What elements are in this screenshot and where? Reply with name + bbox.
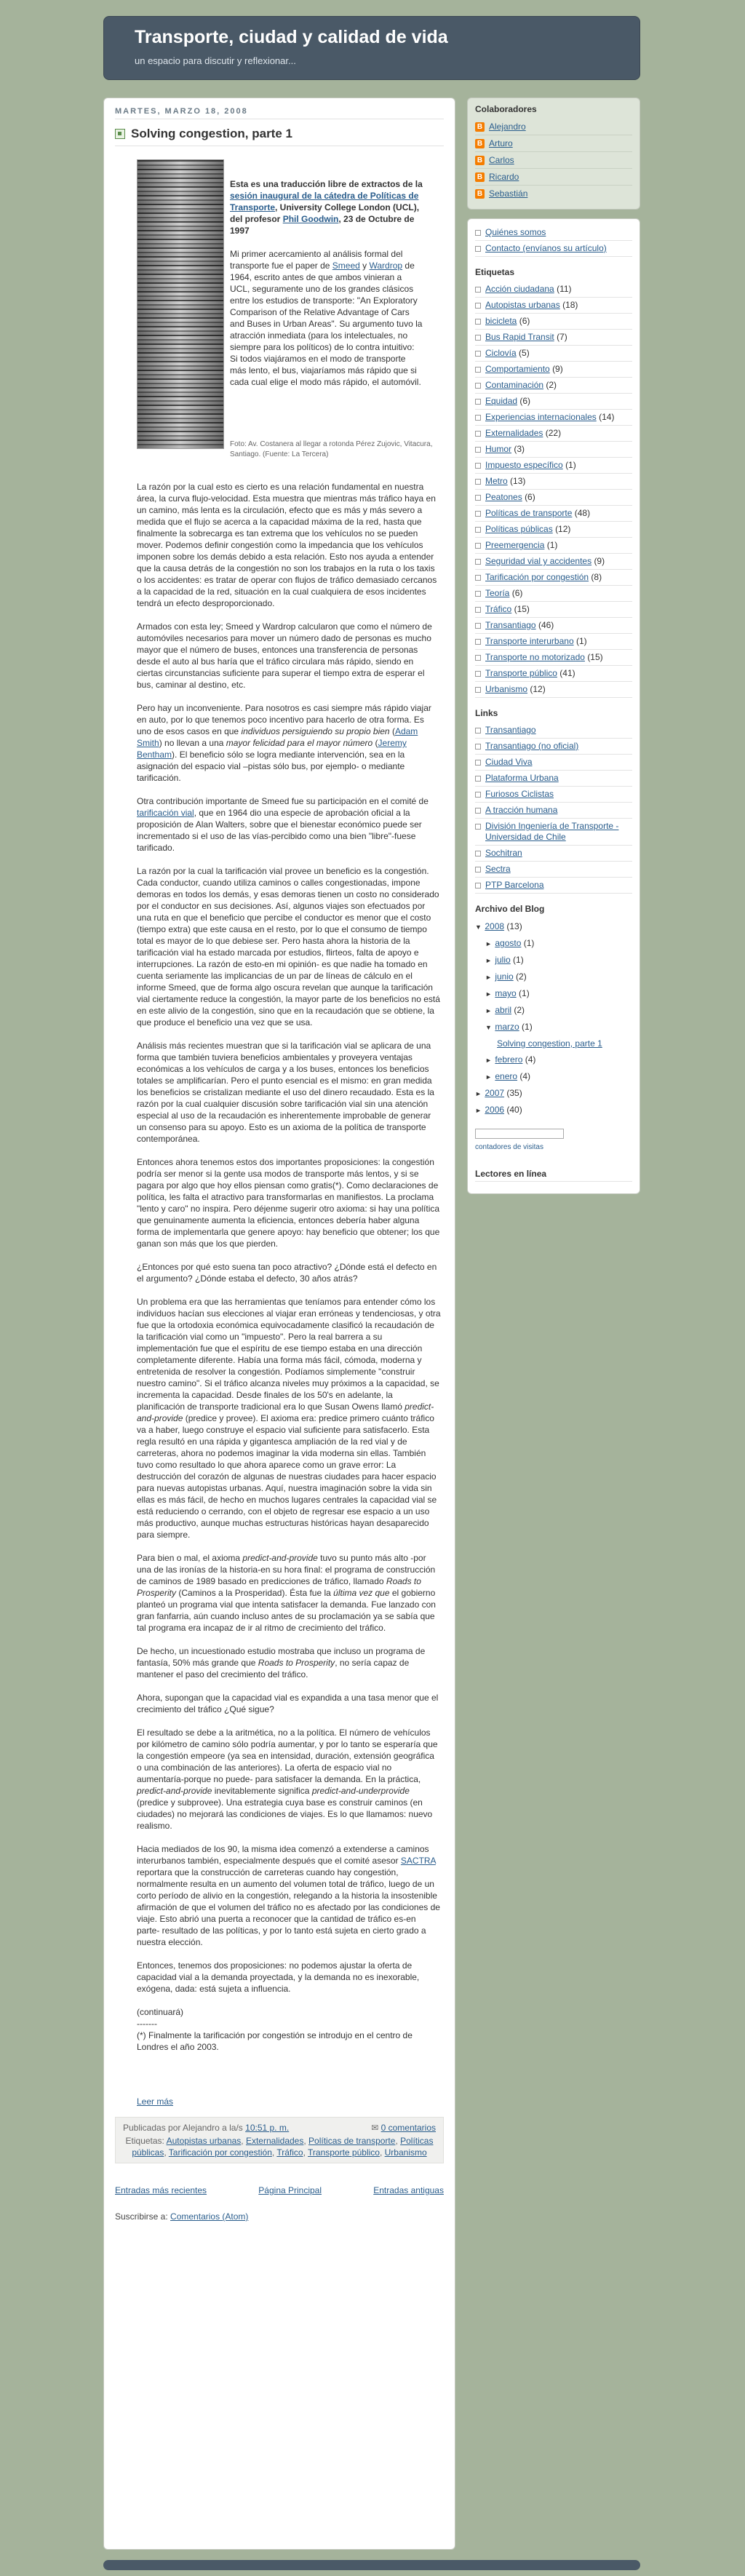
- sidebar-label-item[interactable]: Humor (3): [475, 442, 632, 458]
- sidebar-label-item[interactable]: Acción ciudadana (11): [475, 282, 632, 298]
- page-link[interactable]: Contacto (envíanos su artículo): [475, 241, 632, 257]
- bottom-bar: [103, 2560, 640, 2570]
- sidebar-label-item[interactable]: Urbanismo (12): [475, 682, 632, 698]
- sidebar-label-item[interactable]: Metro (13): [475, 474, 632, 490]
- sidebar-label-item[interactable]: Equidad (6): [475, 394, 632, 410]
- archive-month[interactable]: ► mayo (1): [485, 988, 530, 998]
- post-label[interactable]: Tráfico: [276, 2147, 303, 2158]
- blog-pager: [115, 2185, 444, 2195]
- archive-post[interactable]: Solving congestion, parte 1: [497, 1038, 602, 1049]
- contributor-item[interactable]: B Alejandro: [475, 119, 632, 135]
- paragraph: ¿Entonces por qué esto suena tan poco atractivo? ¿Dónde está el defecto en el argumento? ¿Dónde estaba el defecto, 30 años atrás?: [137, 1262, 437, 1284]
- blog-header: [103, 16, 640, 80]
- sidebar-label-item[interactable]: Externalidades (22): [475, 426, 632, 442]
- post-icon: [115, 129, 125, 139]
- collapsed-arrow-icon[interactable]: ►: [475, 1090, 482, 1097]
- newer-posts-link[interactable]: Entradas más recientes: [115, 2185, 207, 2195]
- post-label[interactable]: Tarificación por congestión: [168, 2147, 272, 2158]
- paragraph: (continuará) ------- (*) Finalmente la tarificación por congestión se introdujo en el centro de Londres el año 2003.: [137, 2007, 413, 2052]
- page-link[interactable]: Quiénes somos: [475, 225, 632, 241]
- contributor-item[interactable]: B Arturo: [475, 135, 632, 152]
- sidebar-link-item[interactable]: Sectra: [475, 862, 632, 878]
- post-title-row: [115, 127, 444, 146]
- sidebar-link-item[interactable]: División Ingeniería de Transporte - Universidad de Chile: [475, 819, 632, 846]
- archive-year[interactable]: ► 2006 (40): [475, 1105, 522, 1115]
- post-footer: Publicadas por Alejandro a la/s 10:51 p. m. ✉ 0 comentarios Etiquetas: Autopistas urbanas, Externalidades, Políticas de transporte, Políticas públicas, Tarificación por congestión, Tráfico, Transporte público, Urbanismo: [115, 2117, 444, 2163]
- sidebar-label-item[interactable]: Contaminación (2): [475, 378, 632, 394]
- sactra-link[interactable]: SACTRA: [400, 1856, 436, 1866]
- post-time-link[interactable]: 10:51 p. m.: [245, 2123, 290, 2133]
- sidebar-label-item[interactable]: Experiencias internacionales (14): [475, 410, 632, 426]
- blogger-icon: B: [475, 139, 485, 148]
- photo-caption: Foto: Av. Costanera al llegar a rotonda Pérez Zujovic, Vitacura, Santiago. (Fuente: La Tercera): [230, 440, 433, 458]
- sidebar-link-item[interactable]: Ciudad Viva: [475, 755, 632, 771]
- blogger-icon: B: [475, 189, 485, 199]
- archive-year[interactable]: ► 2007 (35): [475, 1088, 522, 1098]
- traffic-photo[interactable]: [137, 159, 224, 449]
- archive-month[interactable]: ▼ marzo (1): [485, 1022, 533, 1032]
- collapsed-arrow-icon[interactable]: ►: [485, 1057, 492, 1064]
- sidebar-label-item[interactable]: Peatones (6): [475, 490, 632, 506]
- contributor-item[interactable]: B Sebastián: [475, 186, 632, 202]
- bentham-link[interactable]: Jeremy Bentham: [137, 738, 407, 760]
- intro-text: Esta es una traducción libre de extractos de la sesión inaugural de la cátedra de Políticas de Transporte, University College London (UCL), del profesor Phil Goodwin, 23 de Octubre de 1997 Mi primer acercamiento al análisis formal del transporte fue el paper de Smeed y Wardrop de 1964, escrito antes de que ambos vinieran a UCL, seguramente uno de los grandes clásicos entre los estudios de transporte: "An Exploratory Comparison of the Relative Advantage of Cars and Buses in Urban Areas". Su argumento tuvo la atracción inmediata (para los intelectuales, no siempre para los políticos) de lo contra intuitivo: Si todos viajáramos en el modo de transporte más lento, el bus, viajaríamos más rápido que si cada cual elige el modo más rápido, el automóvil.: [230, 179, 423, 387]
- sidebar-content: [467, 218, 640, 1194]
- contributor-item[interactable]: B Carlos: [475, 152, 632, 169]
- readers-title: Lectores en línea: [475, 1169, 632, 1182]
- sidebar-label-item[interactable]: Bus Rapid Transit (7): [475, 330, 632, 346]
- post-body: [137, 481, 441, 2053]
- paragraph: Otra contribución importante de Smeed fue su participación en el comité de tarificación vial, que en 1964 dio una especie de aprobación oficial a la proposición de Alan Walters, sobre que el bienestar económico puede ser incrementado si el uso de las vías-percibido como una bien "libre"-fuese tarificado.: [137, 796, 429, 853]
- paragraph: Entonces ahora tenemos estos dos importantes proposiciones: la congestión podría ser menor si la gente usa modos de transporte más lentos, y si se pagara por algo que hoy ellos piensan como gratis(*). Como declaraciones de política, les falta el atractivo para transformarlas en manifiestos. La proclama "lento y caro" no inspira. Pero déjenme sugerir otro axioma: si hay una política que genuinamente aumenta la eficiencia, entonces debería haber alguna forma de implementarla que genere apoyo: hay beneficio que obtener; los que ganan son más que los que pierden.: [137, 1157, 440, 1249]
- collapsed-arrow-icon[interactable]: ►: [475, 1107, 482, 1114]
- labels-title: Etiquetas: [475, 267, 515, 277]
- paragraph: Un problema era que las herramientas que teníamos para entender cómo los individuos hacían sus elecciones al viajar eran erróneas y tendenciosas, y otra fue que la ortodoxia económica equivocadamente clasificó la recaudación de la tarificación vial como un "impuesto". Pero la real barrera a su implementación fue que el espíritu de ese tiempo estaba en una dirección completamente diferente. Había una forma más fácil, cómoda, moderna y entretenida de resolver la congestión. Podíamos simplemente "construir nuestro camino". Si el tráfico alcanza niveles muy próximos a la capacidad, se incrementa la capacidad. Desde finales de los 50's en adelante, la planificación de transporte tradicional era lo que Susan Owens llamó predict-and-provide (predice y provee). El axioma era: predice primero cuánto tráfico va a haber, luego construye el espacio vial suficiente para satisfacerlo. Esta regla resultó en una rápida y gigantesca ampliación de la red vial y de carreteras, ahora no podemos imaginar la vida moderna sin ellas. También tuvo como resultado lo que ahora aparece como un grave error: La destrucción del corazón de algunas de nuestras ciudades para hacer espacio para nuevas autopistas urbanas. Aquí, nuestra imaginación sobre la vida sin ellas es más fácil, de hecho en muchos lugares centrales la capacidad vial se está reduciendo o cerrando, con el objeto de regresar ese espacio a un uso más productivo, aunque muchas estructuras históricas hayan desaparecido para siempre.: [137, 1297, 441, 1540]
- blogger-icon: B: [475, 156, 485, 165]
- paragraph: Pero hay un inconveniente. Para nosotros es casi siempre más rápido viajar en auto, por lo que tenemos poco incentivo para hacerlo de otra forma. Es uno de esos casos en que individuos persiguiendo su propio bien (Adam Smith) no llevan a una mayor felicidad para el mayor número (Jeremy Bentham). El beneficio sólo se logra mediante intervención, sea en la asignación del espacio vial –pistas sólo bus, por ejemplo- o mediante tarificación.: [137, 703, 431, 783]
- links-title: Links: [475, 708, 498, 718]
- sidebar-label-item[interactable]: Ciclovía (5): [475, 346, 632, 362]
- collapsed-arrow-icon[interactable]: ►: [485, 974, 492, 981]
- sidebar-label-item[interactable]: Seguridad vial y accidentes (9): [475, 554, 632, 570]
- paragraph: De hecho, un incuestionado estudio mostraba que incluso un programa de fantasía, 50% más grande que Roads to Prosperity, no sería capaz de mantener el paso del crecimiento del tráfico.: [137, 1646, 426, 1679]
- blog-description: un espacio para discutir y reflexionar...: [135, 55, 296, 66]
- read-more-link[interactable]: Leer más: [137, 2096, 174, 2107]
- archive-year[interactable]: ▼ 2008 (13): [475, 921, 522, 931]
- paragraph: Hacia mediados de los 90, la misma idea comenzó a extenderse a caminos interurbanos también, especialmente después que el comité asesor SACTRA reportara que la construcción de carreteras cuando hay congestión, normalmente resulta en un aumento del volumen total de tráfico, luego de un corto período de alivio en la congestión, relegando a la historia la insostenible afirmación de que el volumen del tráfico no es afectado por las condiciones de viaje. Esto abrió una puerta a reconocer que la cantidad de tráfico es-en parte- resultado de las políticas, y por lo tanto está sujeta en cierto grado a nuestra elección.: [137, 1844, 440, 1947]
- sidebar-label-item[interactable]: Comportamiento (9): [475, 362, 632, 378]
- visit-counter[interactable]: [475, 1129, 564, 1139]
- pages-list: [475, 225, 632, 257]
- sidebar-link-item[interactable]: Transantiago: [475, 723, 632, 739]
- sidebar-label-item[interactable]: Transporte no motorizado (15): [475, 650, 632, 666]
- sidebar: [467, 98, 640, 1194]
- paragraph: Entonces, tenemos dos proposiciones: no podemos ajustar la oferta de capacidad vial a la demanda proyectada, y la demanda no es inexorable, exógena, dada: está sujeta a influencia.: [137, 1960, 420, 1994]
- main-column: [103, 98, 455, 2550]
- sidebar-link-item[interactable]: A tracción humana: [475, 803, 632, 819]
- paragraph: El resultado se debe a la aritmética, no a la política. El número de vehículos por kilómetro de camino sólo podría aumentar, y por lo tanto se esperaría que la congestión empeore (ya sea en intensidad, duración, extensión geográfica o una combinación de las anteriores). La oferta de espacio vial no aumentaría-porque no puede- para satisfacer la demanda. En la práctica, predict-and-provide inevitablemente significa predict-and-underprovide (predice y subprovee). Una estrategia cuya base es construir caminos (en ciudades) no mejorará las condiciones de viajes. Es lo que llamamos: nuevo realismo.: [137, 1728, 438, 1831]
- sidebar-label-item[interactable]: Impuesto específico (1): [475, 458, 632, 474]
- road-pricing-link[interactable]: tarificación vial: [137, 808, 194, 818]
- paragraph: Ahora, supongan que la capacidad vial es expandida a una tasa menor que el crecimiento del tráfico ¿Qué sigue?: [137, 1693, 439, 1714]
- archive-month[interactable]: ► febrero (4): [485, 1054, 536, 1065]
- contributors-title: Colaboradores: [475, 104, 537, 114]
- collapsed-arrow-icon[interactable]: ►: [485, 990, 492, 998]
- post-title[interactable]: Solving congestion, parte 1: [131, 127, 292, 140]
- post-label[interactable]: Autopistas urbanas: [166, 2136, 242, 2146]
- older-posts-link[interactable]: Entradas antiguas: [373, 2185, 444, 2195]
- archive-month[interactable]: ► enero (4): [485, 1071, 531, 1081]
- blog-title[interactable]: Transporte, ciudad y calidad de vida: [135, 27, 448, 47]
- paragraph: Para bien o mal, el axioma predict-and-provide tuvo su punto más alto -por una de las ironías de la historia-en su hora final: el programa de construcción de caminos de 1989 basado en predicciones de tráfico, llamado Roads to Prosperity (Caminos a la Prosperidad). Ésta fue la última vez que el gobierno planteó un programa vial que intenta satisfacer la demanda. Fue lanzado con gran fanfarria, aún cuando incluso antes de su proclamación ya se sabía que tal programa era incapaz de ir al ritmo de crecimiento del tráfico.: [137, 1553, 436, 1633]
- post-label[interactable]: Políticas públicas: [132, 2136, 434, 2158]
- sidebar-link-item[interactable]: Sochitran: [475, 846, 632, 862]
- sidebar-label-item[interactable]: Tráfico (15): [475, 602, 632, 618]
- post-label[interactable]: Urbanismo: [384, 2147, 427, 2158]
- sidebar-label-item[interactable]: Teoría (6): [475, 586, 632, 602]
- archive-month[interactable]: ► agosto (1): [485, 938, 535, 948]
- sidebar-label-item[interactable]: Políticas de transporte (48): [475, 506, 632, 522]
- subscribe: Suscribirse a: Comentarios (Atom): [115, 2211, 249, 2222]
- sidebar-label-item[interactable]: Transporte público (41): [475, 666, 632, 682]
- sidebar-link-item[interactable]: PTP Barcelona: [475, 878, 632, 894]
- sidebar-link-item[interactable]: Plataforma Urbana: [475, 771, 632, 787]
- author-link[interactable]: Phil Goodwin: [282, 214, 339, 224]
- lecture-link[interactable]: sesión inaugural de la cátedra de Políticas de Transporte: [230, 191, 419, 212]
- post-label[interactable]: Políticas de transporte: [308, 2136, 396, 2146]
- contributor-item[interactable]: B Ricardo: [475, 169, 632, 186]
- expanded-arrow-icon[interactable]: ▼: [485, 1024, 492, 1031]
- post-intro: [137, 159, 455, 465]
- collapsed-arrow-icon[interactable]: ►: [485, 1007, 492, 1014]
- sidebar-link-item[interactable]: Transantiago (no oficial): [475, 739, 632, 755]
- post-label[interactable]: Externalidades: [245, 2136, 304, 2146]
- sidebar-label-item[interactable]: Tarificación por congestión (8): [475, 570, 632, 586]
- home-link[interactable]: Página Principal: [258, 2185, 322, 2195]
- post-label[interactable]: Transporte público: [308, 2147, 380, 2158]
- comments-link[interactable]: 0 comentarios: [381, 2123, 436, 2133]
- archive-widget: [475, 904, 632, 1118]
- atom-feed-link[interactable]: Comentarios (Atom): [170, 2211, 249, 2222]
- labels-widget: [475, 267, 632, 698]
- collapsed-arrow-icon[interactable]: ►: [485, 940, 492, 947]
- archive-title: Archivo del Blog: [475, 904, 545, 914]
- blogger-icon: B: [475, 122, 485, 132]
- sidebar-link-item[interactable]: Furiosos Ciclistas: [475, 787, 632, 803]
- archive-month[interactable]: ► junio (2): [485, 971, 527, 982]
- visits-label[interactable]: contadores de visitas: [475, 1143, 543, 1151]
- expanded-arrow-icon[interactable]: ▼: [475, 923, 482, 931]
- sidebar-label-item[interactable]: Autopistas urbanas (18): [475, 298, 632, 314]
- sidebar-label-item[interactable]: Políticas públicas (12): [475, 522, 632, 538]
- collapsed-arrow-icon[interactable]: ►: [485, 957, 492, 964]
- archive-month[interactable]: ► abril (2): [485, 1005, 525, 1015]
- sidebar-label-item[interactable]: bicicleta (6): [475, 314, 632, 330]
- sidebar-label-item[interactable]: Transantiago (46): [475, 618, 632, 634]
- contributors-widget: [467, 98, 640, 210]
- adam-smith-link[interactable]: Adam Smith: [137, 726, 418, 748]
- readers-widget: [475, 1169, 632, 1182]
- paragraph: Análisis más recientes muestran que si la tarificación vial se aplicara de una forma que también tuviera beneficios ambientales y proveyera ventajas económicas a los vehículos de carga y a los buses, entonces los beneficios totales se amplificarían. Pero el punto esencial es el mismo: en gran medida los beneficios se cristalizan mediante el uso del dinero recaudado. Esta es la razón por la cual cualquier discusión sobre tarificación vial sin una atención especial al uso de la recaudación es inherentemente improbable de generar un consenso para su apoyo. Esto es un axioma de la política de transporte contemporánea.: [137, 1041, 434, 1144]
- paragraph: Armados con esta ley; Smeed y Wardrop calcularon que como el número de automóviles necesarios para mover un número dado de personas es mucho mayor que el número de buses, entonces una transferencia de personas desde el auto al bus haría que el tráfico circulara más rápido, siendo en ciertas circunstancias suficiente para superar el tiempo extra de esperar el bus, caminar al destino, etc.: [137, 621, 432, 690]
- comment-icon: ✉: [371, 2123, 379, 2133]
- sidebar-label-item[interactable]: Preemergencia (1): [475, 538, 632, 554]
- sidebar-label-item[interactable]: Transporte interurbano (1): [475, 634, 632, 650]
- collapsed-arrow-icon[interactable]: ►: [485, 1073, 492, 1081]
- blogger-icon: B: [475, 172, 485, 182]
- smeed-link[interactable]: Smeed: [332, 261, 360, 271]
- wardrop-link[interactable]: Wardrop: [369, 261, 403, 271]
- links-widget: [475, 708, 632, 894]
- paragraph: La razón por la cual la tarificación vial provee un beneficio es la congestión. Cada conductor, cuando utiliza caminos o calles congestionadas, impone demoras en todos los demás, y esas demoras tienen un costo no considerado por el conductor en sus decisiones. Así, algunos viajes son efectuados por una ruta en que el beneficio que percibe el conductor es menor que el costo (tiempo extra) que este causa en el resto, por lo que el consumo de tiempo total es mayor de lo que debiese ser. Pero hasta ahora la historia de la tarificación vial ha estado marcada por estudios, flirteos, falta de apoyo e interrupciones. La razón de esto-en mi opinión- es que nadie ha tomado en cuenta seriamente las implicancias de un par de líneas de cálculo en el informe Smeed, que de forma algo oscura revelan que aunque la tarificación vial ciertamente reduce la congestión, la mayor parte de los beneficios no está en este alivio de la congestión, sino que en la recaudación que se obtiene, la que produce el beneficio una vez que se usa.: [137, 866, 440, 1027]
- paragraph: La razón por la cual esto es cierto es una relación fundamental en nuestra área, la curva flujo-velocidad. Esta muestra que mientras más tráfico haya en un camino, más lenta es la circulación, efecto que es más y más severo a medida que el flujo se acerca a la capacidad máxima de la red, hasta que finalmente la sobrecarga es tan extrema que los vehículos no se pueden mover. Podemos definir congestión como la impedancia que los vehículos imponen sobre los demás debido a esta relación. Esto nos ayuda a entender que la causa detrás de la congestión no son los trabajos en la ruta o los taxis o los accidentes: es tratar de operar con flujos de tráfico demasiado cercanos a la capacidad de la red, situación en la cual cualquiera de esos incidentes tendrá un efecto desproporcionado.: [137, 482, 437, 608]
- archive-month[interactable]: ► julio (1): [485, 955, 524, 965]
- post-date: MARTES, MARZO 18, 2008: [115, 104, 444, 119]
